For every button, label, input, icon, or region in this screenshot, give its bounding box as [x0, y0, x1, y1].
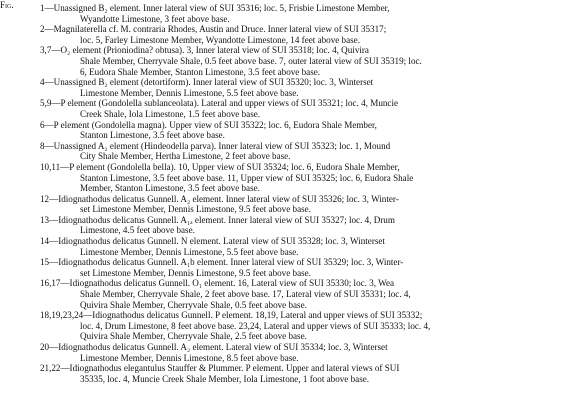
caption-entry [10, 257, 570, 278]
caption-line: 4—Unassigned B₂ element (detortiform). Inner lateral view of SUI 35320; loc. 3, Winterset [40, 77, 374, 88]
caption-entry [10, 3, 570, 24]
caption-line: Limestone, 4.5 feet above base. [80, 225, 195, 236]
caption-line: Shale Member, Cherryvale Shale, 2 feet above base. 17, Lateral view of SUI 35331; loc. 4, [80, 289, 411, 300]
caption-line: Quivira Shale Member, Cherryvale Shale, 2.5 feet above base. [80, 331, 307, 342]
caption-entry [10, 45, 570, 77]
caption-line: 5,9—P element (Gondolella sublanceolata). Lateral and upper views of SUI 35321; loc. 4, Muncie [40, 98, 399, 109]
caption-entry [10, 77, 570, 98]
caption-line: Wyandotte Limestone, 3 feet above base. [80, 13, 230, 24]
caption-entry [10, 310, 570, 342]
caption-line: set Limestone Member, Dennis Limestone, 9.5 feet above base. [80, 204, 311, 215]
caption-line: Shale Member, Cherryvale Shale, 0.5 feet above base. 7, outer lateral view of SUI 35319; loc. [80, 55, 422, 66]
caption-line: Stanton Limestone, 3.5 feet above base. [80, 130, 225, 141]
caption-entry [10, 120, 570, 141]
caption-line: set Limestone Member, Dennis Limestone, 9.5 feet above base. [80, 267, 311, 278]
caption-line: Limestone Member, Dennis Limestone, 5.5 feet above base. [80, 246, 299, 257]
caption-line: 35335, loc. 4, Muncie Creek Shale Member, Iola Limestone, 1 foot above base. [80, 373, 370, 384]
caption-entry [10, 215, 570, 236]
caption-entry [10, 236, 570, 257]
caption-label: Fig. [0, 0, 14, 10]
caption-line: Creek Shale, Iola Limestone, 1.5 feet above base. [80, 108, 261, 119]
caption-entry [10, 98, 570, 119]
caption-line: 20—Idiognathodus delicatus Gunnell. A₂ element. Lateral view of SUI 35334; loc. 3, Winterset [40, 342, 388, 352]
caption-line: 6—P element (Gondolella magna). Upper view of SUI 35322; loc. 6, Eudora Shale Member, [40, 119, 377, 130]
caption-line: 3,7—O₂ element (Prioniodina? obtusa). 3, Inner lateral view of SUI 35318; loc. 4, Quivira [40, 45, 369, 56]
caption-line: 21,22—Idiognathodus elegantulus Stauffer & Plummer. P element. Upper and lateral views of SUI [40, 363, 400, 374]
caption-entry [10, 141, 570, 162]
caption-entry [10, 278, 570, 310]
caption-line: 13—Idiognathodus delicatus Gunnell. A₁ₐ element. Inner lateral view of SUI 35327; loc. 4, Drum [40, 214, 395, 225]
caption-entries [10, 3, 570, 384]
caption-entry [10, 194, 570, 215]
caption-line: 6, Eudora Shale Member, Stanton Limestone, 3.5 feet above base. [80, 66, 321, 77]
caption-line: 14—Idiognathodus delicatus Gunnell. N element. Lateral view of SUI 35328; loc. 3, Winterset [40, 236, 385, 247]
caption-line: 10,11—P element (Gondolella bella). 10, Upper view of SUI 35324; loc. 6, Eudora Shale Member, [40, 161, 400, 172]
caption-line: 1—Unassigned B₂ element. Inner lateral view of SUI 35316; loc. 5, Frisbie Limestone Member, [40, 3, 390, 13]
caption-line: 2—Magnilaterella cf. M. contraria Rhodes, Austin and Druce. Inner lateral view of SUI 35317; [40, 24, 387, 35]
caption-line: Limestone Member, Dennis Limestone, 5.5 feet above base. [80, 87, 299, 98]
caption-line: 18,19,23,24—Idiognathodus delicatus Gunnell. P element. 18,19, Lateral and upper views of SUI 35332; [40, 310, 423, 321]
caption-line: 12—Idiognathodus delicatus Gunnell. A₂ element. Inner lateral view of SUI 35326; loc. 3, Winter- [40, 193, 399, 204]
caption-line: loc. 4, Drum Limestone, 8 feet above base. 23,24, Lateral and upper views of SUI 35333; loc. 4, [80, 320, 431, 331]
caption-line: Member, Stanton Limestone, 3.5 feet above base. [80, 183, 260, 194]
caption-entry [10, 162, 570, 194]
caption-line: loc. 5, Farley Limestone Member, Wyandotte Limestone, 14 feet above base. [80, 34, 360, 45]
caption-entry [10, 363, 570, 384]
caption-line: Quivira Shale Member, Cherryvale Shale, 0.5 feet above base. [80, 299, 307, 310]
caption-line: Stanton Limestone, 3.5 feet above base. 11, Upper view of SUI 35325; loc. 6, Eudora Shale [80, 172, 414, 183]
caption-line: 8—Unassigned A₂ element (Hindeodella parva). Inner lateral view of SUI 35323; loc. 1, Mound [40, 140, 391, 151]
caption-line: City Shale Member, Hertha Limestone, 2 feet above base. [80, 151, 291, 162]
caption-entry [10, 24, 570, 45]
caption-line: 15—Idiognathodus delicatus Gunnell. A₁b element. Inner lateral view of SUI 35329; loc. 3, Winter- [40, 257, 404, 268]
caption-entry [10, 342, 570, 363]
caption-line: Limestone Member, Dennis Limestone, 8.5 feet above base. [80, 352, 299, 363]
caption-line: 16,17—Idiognathodus delicatus Gunnell. O₁ element. 16, Lateral view of SUI 35330; loc. 3, Wea [40, 278, 395, 289]
